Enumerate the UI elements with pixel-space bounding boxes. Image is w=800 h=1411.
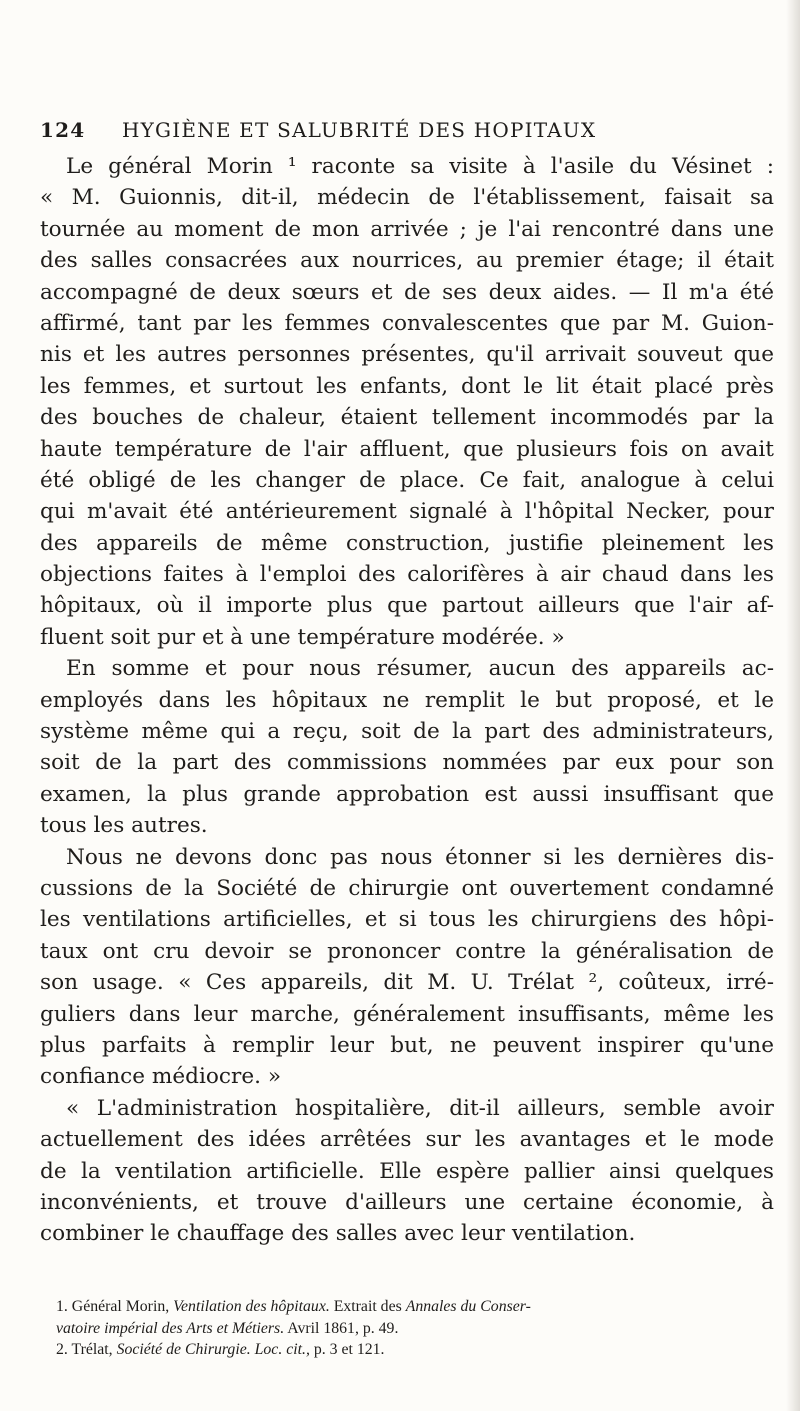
text-line: nis et les autres personnes présentes, qu'il arrivait souveut que [40,342,774,368]
running-header [40,118,760,146]
text-line: taux ont cru devoir se prononcer contre la généralisation de [40,938,774,964]
text-line: Nous ne devons donc pas nous étonner si les dernières dis- [66,844,774,870]
text-line: haute température de l'air affluent, que plusieurs fois on avait [40,436,774,462]
text-line: employés dans les hôpitaux ne remplit le but proposé, et le [40,687,774,713]
text-line: objections faites à l'emploi des calorifères à air chaud dans les [40,562,774,588]
footnotes [40,1296,774,1361]
text-line: tous les autres. [40,813,208,839]
footnote-italic: Annales du Conser- [405,1298,531,1315]
text-line: tournée au moment de mon arrivée ; je l'ai rencontré dans une [40,216,774,242]
text-line: les ventilations artificielles, et si tous les chirurgiens des hôpi- [40,907,774,933]
text-line: été obligé de les changer de place. Ce fait, analogue à celui [40,467,774,493]
page-edge-shadow [786,0,800,1411]
text-line: fluent soit pur et à une température modérée. » [40,624,565,650]
footnote-text: 2. Trélat, [56,1341,117,1358]
footnote [40,1339,774,1361]
text-line: guliers dans leur marche, généralement insuffisants, même les [40,1001,774,1027]
footnote [40,1318,774,1340]
text-line: actuellement des idées arrêtées sur les avantages et le mode [40,1127,774,1153]
footnote-text: Extrait des [329,1298,406,1315]
footnote-italic: Société de Chirurgie. Loc. cit., [116,1341,310,1358]
text-line: affirmé, tant par les femmes convalescentes que par M. Guion- [40,310,774,336]
text-line: des bouches de chaleur, étaient tellement incommodés par la [40,405,774,431]
text-line: les femmes, et surtout les enfants, dont le lit était placé près [40,373,774,399]
text-line: des salles consacrées aux nourrices, au premier étage; il était [40,248,774,274]
text-line: combiner le chauffage des salles avec leur ventilation. [40,1221,636,1247]
footnote-text: p. 3 et 121. [309,1341,385,1358]
text-line: Le général Morin ¹ raconte sa visite à l'asile du Vésinet : [66,154,774,179]
footnote-italic: Ventilation des hôpitaux. [173,1298,330,1315]
body-text [40,151,774,1250]
text-line: inconvénients, et trouve d'ailleurs une certaine économie, à [40,1189,774,1215]
text-line: de la ventilation artificielle. Elle espère pallier ainsi quelques [40,1158,774,1184]
text-line: des appareils de même construction, justifie pleinement les [40,530,774,556]
text-line: soit de la part des commissions nommées par eux pour son [40,750,774,776]
text-line: « L'administration hospitalière, dit-il ailleurs, semble avoir [66,1095,774,1121]
text-line: En somme et pour nous résumer, aucun des appareils ac- [66,656,774,682]
text-line: examen, la plus grande approbation est aussi insuffisant que [40,781,774,807]
text-line: système même qui a reçu, soit de la part des administrateurs, [40,719,774,745]
running-head-title: HYGIÈNE ET SALUBRITÉ DES HOPITAUX [122,118,597,142]
text-line: hôpitaux, où il importe plus que partout ailleurs que l'air af- [40,593,774,619]
page-number: 124 [40,118,86,142]
footnote-italic: vatoire impérial des Arts et Métiers. [56,1319,285,1337]
text-line: qui m'avait été antérieurement signalé à l'hôpital Necker, pour [40,499,774,525]
text-line: accompagné de deux sœurs et de ses deux aides. — Il m'a été [40,279,774,305]
footnote [40,1296,774,1318]
footnote-text: 1. Général Morin, [56,1298,174,1315]
footnote-text: Avril 1861, p. 49. [284,1319,399,1337]
text-line: son usage. « Ces appareils, dit M. U. Trélat ², coûteux, irré- [40,970,774,996]
text-line: « M. Guionnis, dit-il, médecin de l'établissement, faisait sa [40,185,774,211]
text-line: cussions de la Société de chirurgie ont ouvertement condamné [40,875,774,901]
text-line: plus parfaits à remplir leur but, ne peuvent inspirer qu'une [40,1032,774,1058]
text-line: confiance médiocre. » [40,1064,282,1090]
